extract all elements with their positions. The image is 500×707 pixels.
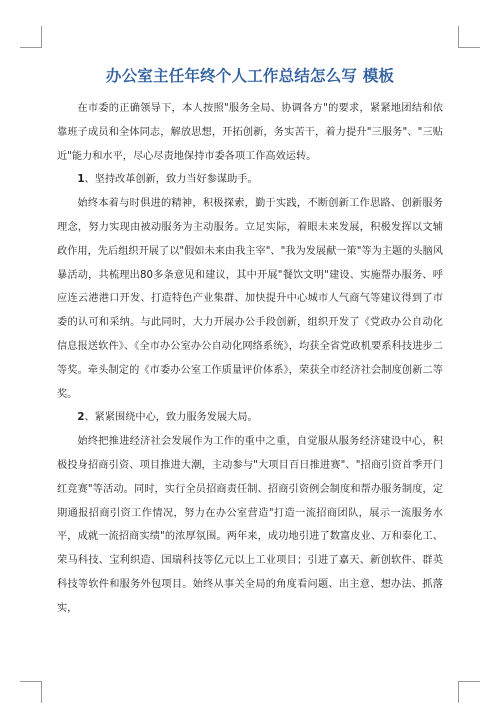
section-number: 1 (77, 174, 85, 186)
crop-mark-bottom-left-horizontal (20, 681, 42, 682)
intro-paragraph: 在市委的正确领导下，本人按照"服务全局、协调各方"的要求，紧紧地团结和依靠班子成员和全体同志，解放思想，开拓创新，务实苦干，着力提升"三服务"、"三贴近"能力和水平，尽心尽责地保持市委各项工作高效运转。 (57, 103, 443, 162)
section-heading-2 (57, 406, 443, 430)
crop-mark-top-right-horizontal (458, 47, 480, 48)
crop-mark-bottom-right-vertical (458, 681, 459, 703)
crop-mark-top-right-vertical (458, 26, 459, 48)
crop-mark-top-left-horizontal (20, 47, 42, 48)
section-heading-1 (57, 168, 443, 192)
crop-mark-bottom-left-vertical (41, 681, 42, 703)
section-number: 2 (77, 412, 85, 424)
document-body (57, 97, 443, 621)
crop-mark-top-left-vertical (41, 26, 42, 48)
section-heading-text: 、紧紧围绕中心，致力服务发展大局。 (84, 412, 258, 424)
document-title: 办公室主任年终个人工作总结怎么写 模板 (105, 67, 395, 85)
section-heading-text: 、坚持改革创新，致力当好参谋助手。 (84, 174, 258, 186)
crop-mark-bottom-right-horizontal (458, 681, 480, 682)
section-1-paragraph: 始终本着与时俱进的精神，积极探索，勤于实践，不断创新工作思路、创新服务理念，努力实现由被动服务为主动服务。立足实际，着眼未来发展，积极发挥以文辅政作用，先后组织开展了以"假如未来由我主宰"、"我为发展献一策"等为主题的头脑风暴活动，共梳理出80多条意见和建议，其中开展"餐饮文明"建设、实施帮办服务、呼应连云港港口开发、打造特色产业集群、加快提升中心城市人气商气等建议得到了市委的认可和采纳。与此同时，大力开展办公手段创新，组织开发了《党政办公自动化信息报送软件》、《全市办公室办公自动化网络系统》，均获全省党政机要系科技进步二等奖。牵头制定的《市委办公室工作质量评价体系》，荣获全市经济社会制度创新二等奖。 (57, 198, 443, 400)
section-2-paragraph: 始终把推进经济社会发展作为工作的重中之重，自觉服从服务经济建设中心，积极投身招商引资、项目推进大潮，主动参与"大项目百日推进赛"、"招商引资首季开门红竞赛"等活动。同时，实行全员招商责任制、招商引资例会制度和帮办服务制度，定期通报招商引资工作情况，努力在办公室营造"打造一流招商团队，展示一流服务水平，成就一流招商实绩"的浓厚氛围。两年来，成功地引进了数富皮业、万和泰化工、荣马科技、宝利织造、国瑞科技等亿元以上工业项目；引进了嘉天、新创软件、群英科技等软件和服务外包项目。始终从事关全局的角度看问题、出主意、想办法、抓落实， (57, 436, 443, 614)
